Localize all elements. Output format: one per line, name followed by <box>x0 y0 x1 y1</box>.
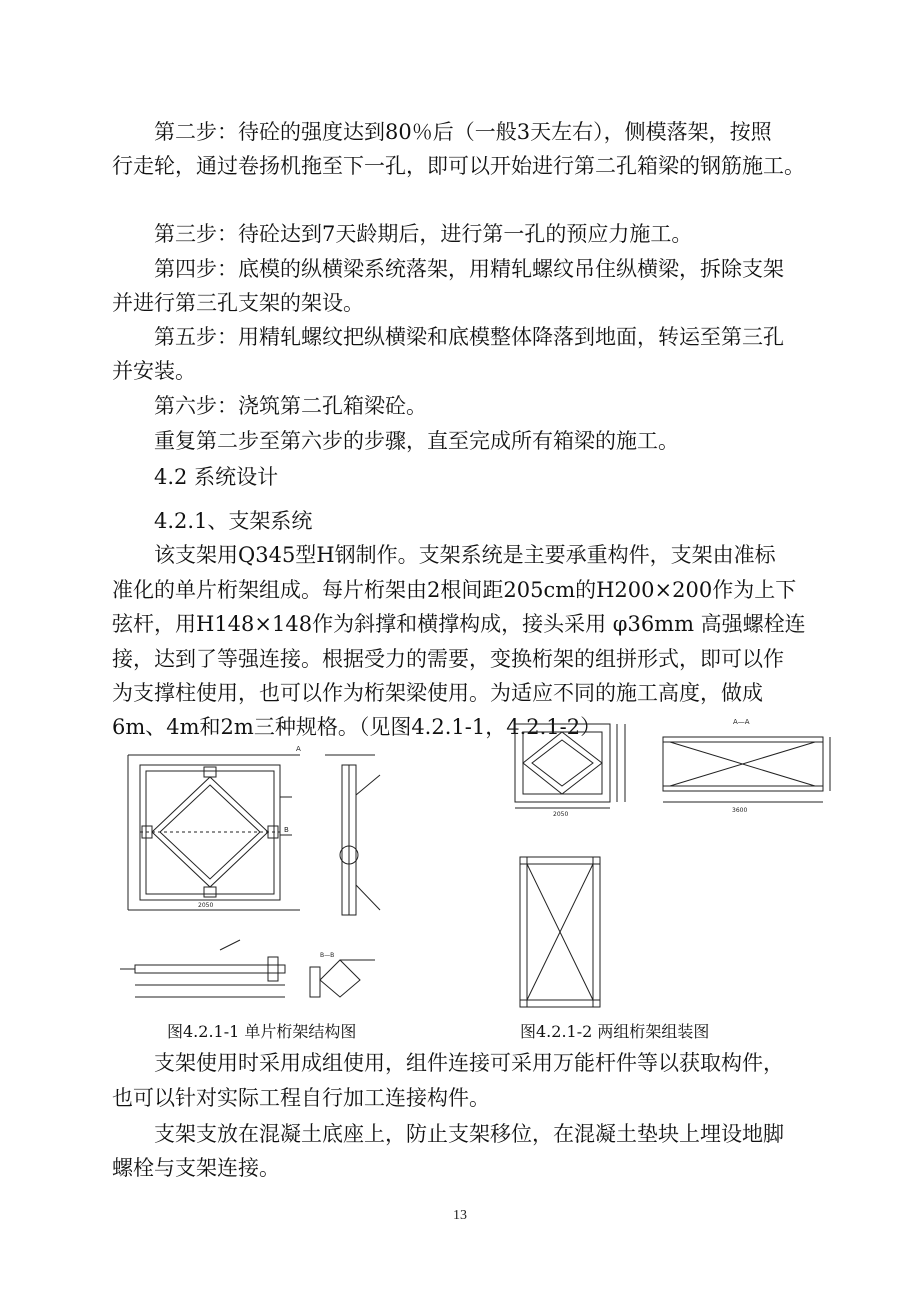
paragraph-usage-line1: 支架使用时采用成组使用，组件连接可采用万能杆件等以获取构件， <box>154 1051 784 1075</box>
paragraph-step5-line2: 并安装。 <box>112 359 196 383</box>
truss-bottom-plan <box>135 965 285 973</box>
paragraph-support-line4: 接，达到了等强连接。根据受力的需要，变换桁架的组拼形式，即可以作 <box>112 647 784 671</box>
label-aa: A—A <box>733 718 750 726</box>
paragraph-support-line1: 该支架用Q345型H钢制作。支架系统是主要承重构件，支架由准标 <box>154 543 776 567</box>
paragraph-base-line1: 支架支放在混凝土底座上，防止支架移位，在混凝土垫块上埋设地脚 <box>154 1122 784 1146</box>
paragraph-base-line2: 螺栓与支架连接。 <box>112 1156 280 1180</box>
section-bb <box>320 960 360 997</box>
paragraph-usage-line2: 也可以针对实际工程自行加工连接构件。 <box>112 1086 490 1110</box>
label-b: B <box>284 826 289 834</box>
paragraph-support-line3: 弦杆，用H148×148作为斜撑和横撑构成，接头采用 φ36mm 高强螺栓连 <box>112 612 806 636</box>
figure-caption-single-truss: 图4.2.1-1 单片桁架结构图 <box>167 1022 357 1041</box>
heading-4-2: 4.2 系统设计 <box>154 465 279 489</box>
paragraph-step5-line1: 第五步：用精轧螺纹把纵横梁和底模整体降落到地面，转运至第三孔 <box>154 325 784 349</box>
paragraph-support-line5: 为支撑柱使用，也可以作为桁架梁使用。为适应不同的施工高度，做成 <box>112 681 763 705</box>
heading-4-2-1: 4.2.1、支架系统 <box>154 509 313 533</box>
paragraph-support-line2: 准化的单片桁架组成。每片桁架由2根间距205cm的H200×200作为上下 <box>112 578 797 602</box>
label-bb: B—B <box>320 952 335 959</box>
paragraph-step4-line1: 第四步：底模的纵横梁系统落架，用精轧螺纹吊住纵横梁，拆除支架 <box>154 257 784 281</box>
figure-caption-assembly: 图4.2.1-2 两组桁架组装图 <box>520 1022 710 1041</box>
paragraph-step3: 第三步：待砼达到7天龄期后，进行第一孔的预应力施工。 <box>154 222 693 246</box>
paragraph-repeat: 重复第二步至第六步的步骤，直至完成所有箱梁的施工。 <box>154 429 679 453</box>
label-a: A <box>296 745 301 753</box>
paragraph-step2-line1: 第二步：待砼的强度达到80％后（一般3天左右），侧模落架，按照 <box>154 120 772 144</box>
figure-assembly-drawing <box>505 712 845 1017</box>
label-dim-2050: 2050 <box>553 811 569 818</box>
page-number: 13 <box>453 1208 467 1223</box>
paragraph-step4-line2: 并进行第三孔支架的架设。 <box>112 291 364 315</box>
figure-single-truss-drawing <box>110 735 400 1015</box>
label-dim-single: 2050 <box>198 902 214 909</box>
paragraph-step2-line2: 行走轮，通过卷扬机拖至下一孔，即可以开始进行第二孔箱梁的钢筋施工。 <box>112 154 805 178</box>
paragraph-support-line6: 6m、4m和2m三种规格。（见图4.2.1-1，4.2.1-2） <box>112 715 602 739</box>
label-dim-3600: 3600 <box>732 807 748 814</box>
assembly-box-left <box>515 724 610 802</box>
paragraph-step6: 第六步：浇筑第二孔箱梁砼。 <box>154 394 427 418</box>
